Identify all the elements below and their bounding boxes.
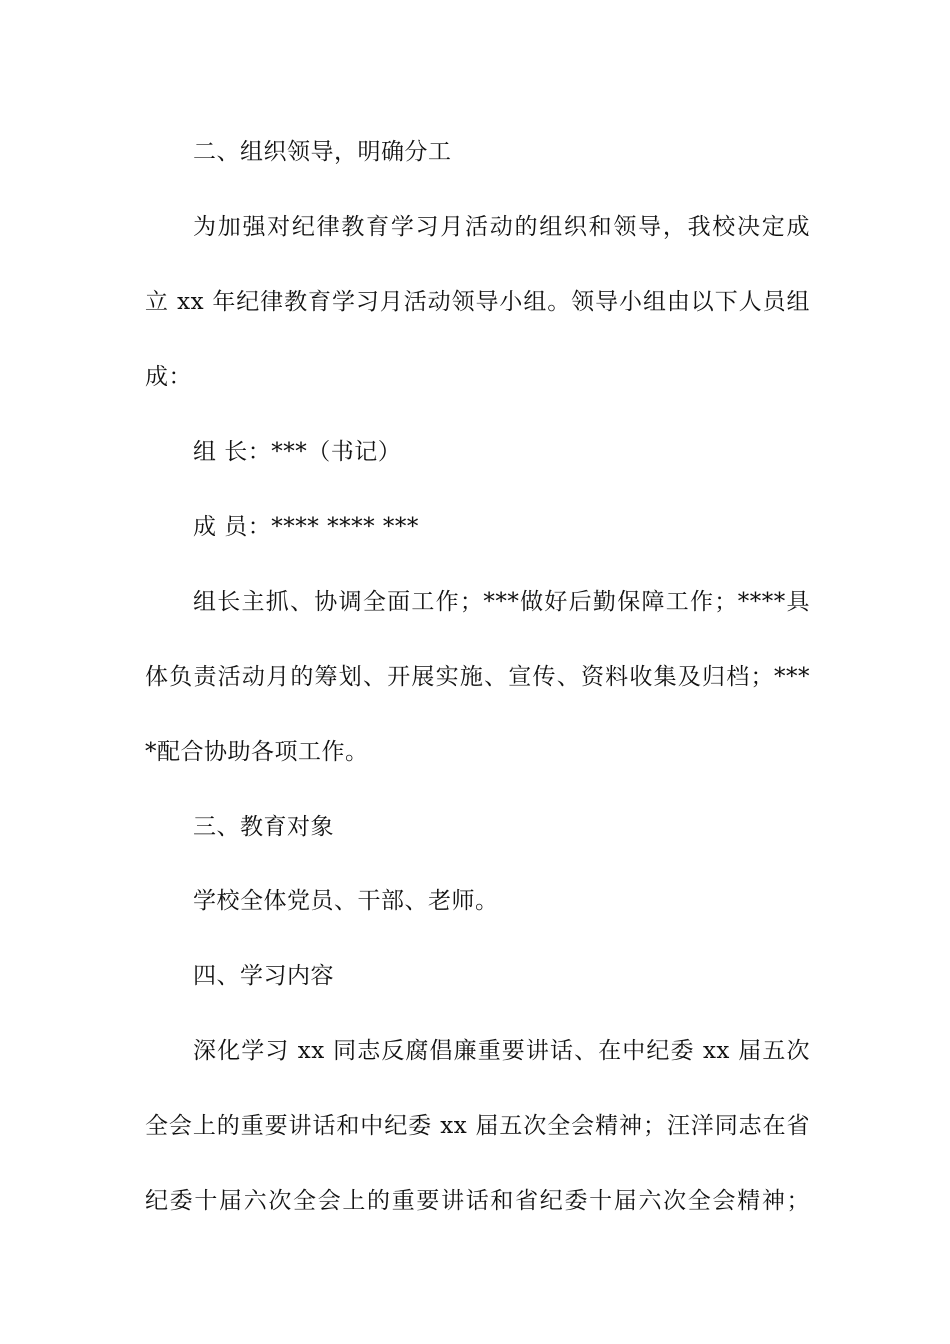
section-heading-organization: 二、组织领导，明确分工 — [193, 139, 452, 165]
section-heading-education-target: 三、教育对象 — [193, 814, 334, 840]
section-heading-study-content: 四、学习内容 — [193, 963, 334, 989]
group-leader-line: 组 长：***（书记） — [193, 439, 402, 465]
paragraph-line: 体负责活动月的筹划、开展实施、宣传、资料收集及归档；*** — [145, 664, 810, 690]
paragraph-line: 成： — [145, 364, 192, 390]
paragraph-line: 为加强对纪律教育学习月活动的组织和领导，我校决定成 — [193, 214, 810, 240]
paragraph-line: 立 xx 年纪律教育学习月活动领导小组。领导小组由以下人员组 — [145, 289, 810, 315]
paragraph-line: 学校全体党员、干部、老师。 — [193, 888, 499, 914]
group-members-line: 成 员：**** **** *** — [193, 514, 419, 540]
paragraph-line: *配合协助各项工作。 — [145, 739, 369, 765]
paragraph-line: 全会上的重要讲话和中纪委 xx 届五次全会精神；汪洋同志在省 — [145, 1113, 810, 1139]
paragraph-line: 纪委十届六次全会上的重要讲话和省纪委十届六次全会精神； — [145, 1188, 810, 1214]
paragraph-line: 组长主抓、协调全面工作；***做好后勤保障工作；****具 — [193, 589, 810, 615]
paragraph-line: 深化学习 xx 同志反腐倡廉重要讲话、在中纪委 xx 届五次 — [193, 1038, 810, 1064]
